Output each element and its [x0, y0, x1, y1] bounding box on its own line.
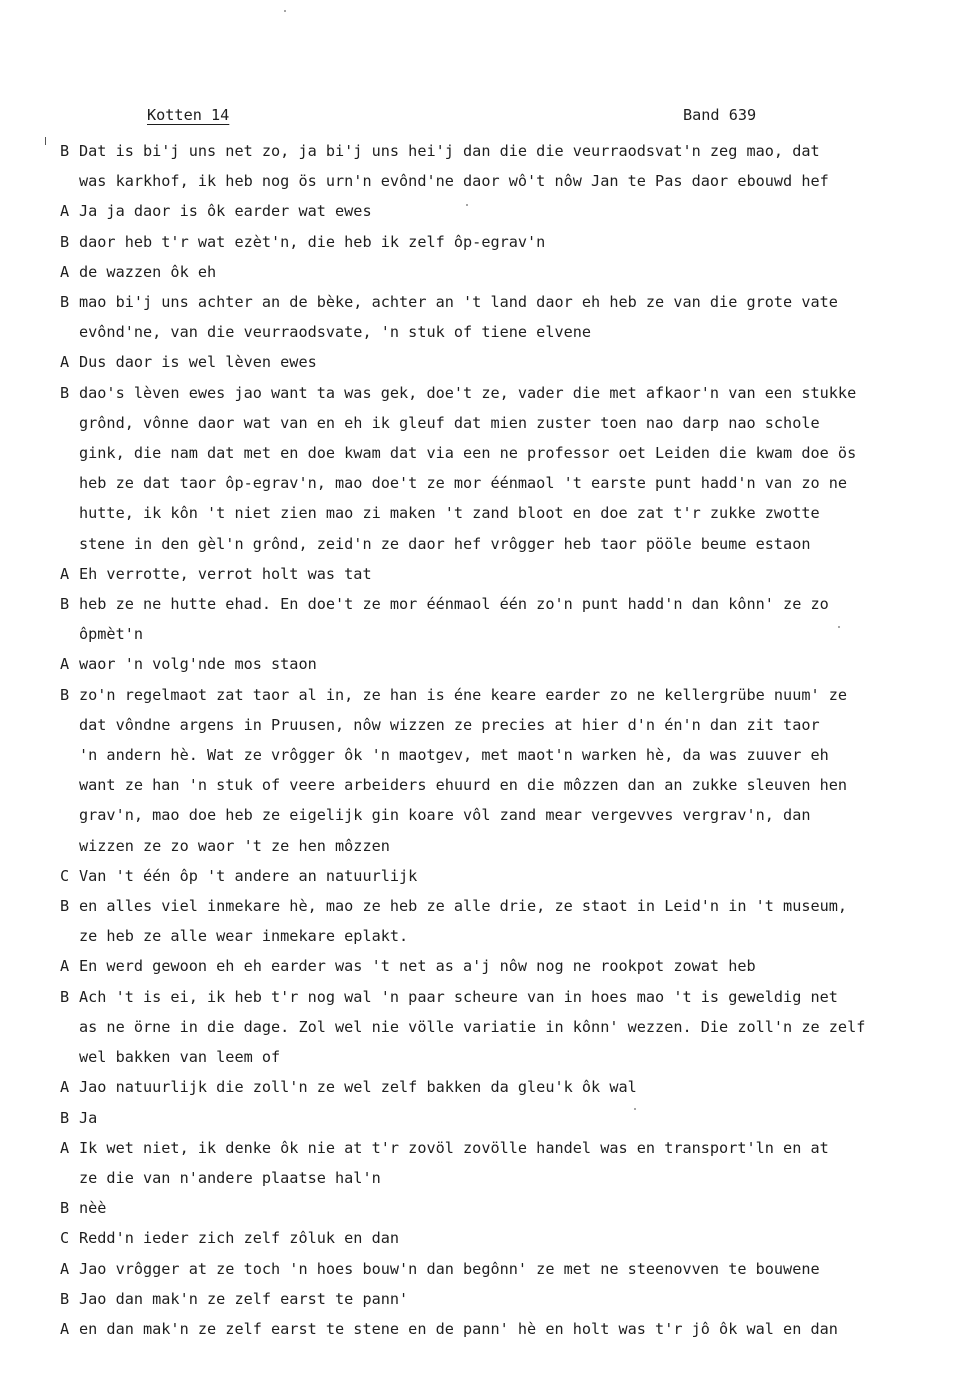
utterance-text — [79, 861, 965, 891]
transcript-turn — [60, 347, 965, 377]
utterance-line: heb ze dat taor ôp-egrav'n, mao doe't ze mor éénmaol 't earste punt hadd'n van zo ne — [79, 474, 848, 493]
utterance-text — [79, 1223, 965, 1253]
utterance-line: ze heb ze alle wear inmekare eplakt. — [79, 927, 409, 946]
utterance-line: En werd gewoon eh eh earder was 't net as a'j nôw nog ne rookpot zowat heb — [79, 957, 756, 976]
utterance-line: en alles viel inmekare hè, mao ze heb ze alle drie, ze staot in Leid'n in 't museum, — [79, 897, 848, 916]
speaker-label: B — [60, 1108, 70, 1127]
speaker-label: B — [60, 232, 70, 251]
utterance-line: heb ze ne hutte ehad. En doe't ze mor éénmaol één zo'n punt hadd'n dan kônn' ze zo — [79, 595, 829, 614]
utterance-text — [79, 559, 965, 589]
utterance-line: gink, die nam dat met en doe kwam dat via een ne professor oet Leiden die kwam doe ös — [79, 444, 857, 463]
utterance-text — [79, 1314, 965, 1344]
utterance-line: Ach 't is ei, ik heb t'r nog wal 'n paar scheure van in hoes mao 't is geweldig net — [79, 987, 838, 1006]
transcript-turn — [60, 891, 965, 951]
transcript-turn — [60, 1072, 965, 1102]
speaker-label: A — [60, 564, 70, 583]
transcript-turn — [60, 1314, 965, 1344]
margin-mark — [45, 137, 46, 145]
utterance-line: Van 't één ôp 't andere an natuurlijk — [79, 866, 418, 885]
transcript-turn — [60, 1284, 965, 1314]
utterance-line: Redd'n ieder zich zelf zôluk en dan — [79, 1229, 400, 1248]
page-header — [0, 106, 973, 130]
utterance-line: zo'n regelmaot zat taor al in, ze han is éne keare earder zo ne kellergrübe nuum' ze — [79, 685, 848, 704]
utterance-line: wizzen ze zo waor 't ze hen môzzen — [79, 836, 390, 855]
speaker-label: B — [60, 987, 70, 1006]
utterance-line: Ja ja daor is ôk earder wat ewes — [79, 202, 372, 221]
transcript-turn — [60, 951, 965, 981]
utterance-line: Ik wet niet, ik denke ôk nie at t'r zovöl zovölle handel was en transport'ln en at — [79, 1138, 829, 1157]
utterance-text — [79, 1103, 965, 1133]
header-interview-id: Kotten 14 — [147, 106, 230, 124]
speaker-label: A — [60, 353, 70, 372]
transcript-turn — [60, 136, 965, 196]
transcript-turn — [60, 649, 965, 679]
utterance-line: en dan mak'n ze zelf earst te stene en de pann' hè en holt was t'r jô ôk wal en dan — [79, 1319, 838, 1338]
transcript-turn — [60, 378, 965, 559]
speaker-label: B — [60, 1199, 70, 1218]
utterance-text — [79, 891, 965, 951]
utterance-line: as ne örne in die dage. Zol wel nie völle variatie in kônn' wezzen. Die zoll'n ze zelf — [79, 1017, 866, 1036]
speaker-label: A — [60, 1259, 70, 1278]
utterance-line: nèè — [79, 1199, 107, 1218]
utterance-line: dat vôndne argens in Pruusen, nôw wizzen ze precies at hier d'n én'n dan zit taor — [79, 715, 820, 734]
utterance-line: grônd, vônne daor wat van en eh ik gleuf dat mien zuster toen nao darp nao schole — [79, 413, 820, 432]
speaker-label: A — [60, 655, 70, 674]
utterance-line: Ja — [79, 1108, 98, 1127]
transcript-turn — [60, 287, 965, 347]
utterance-line: de wazzen ôk eh — [79, 262, 217, 281]
transcript-body — [60, 136, 965, 1344]
transcript-turn — [60, 1133, 965, 1193]
utterance-text — [79, 287, 965, 347]
utterance-line: Jao natuurlijk die zoll'n ze wel zelf bakken da gleu'k ôk wal — [79, 1078, 637, 1097]
speaker-label: C — [60, 1229, 70, 1248]
speaker-label: B — [60, 595, 70, 614]
speaker-label: B — [60, 293, 70, 312]
speaker-label: A — [60, 202, 70, 221]
utterance-text — [79, 136, 965, 196]
transcript-turn — [60, 196, 965, 226]
utterance-line: mao bi'j uns achter an de bèke, achter an 't land daor eh heb ze van die grote vate — [79, 293, 838, 312]
speaker-label: B — [60, 383, 70, 402]
speaker-label: A — [60, 1138, 70, 1157]
utterance-text — [79, 1284, 965, 1314]
utterance-line: Dus daor is wel lèven ewes — [79, 353, 317, 372]
utterance-line: want ze han 'n stuk of veere arbeiders ehuurd en die môzzen dan an zukke sleuven hen — [79, 776, 848, 795]
transcript-turn — [60, 257, 965, 287]
utterance-text — [79, 1193, 965, 1223]
transcript-turn — [60, 1254, 965, 1284]
utterance-text — [79, 378, 965, 559]
utterance-line: waor 'n volg'nde mos staon — [79, 655, 317, 674]
utterance-line: grav'n, mao doe heb ze eigelijk gin koare vôl zand mear vergevves vergrav'n, dan — [79, 806, 811, 825]
transcript-turn — [60, 559, 965, 589]
utterance-text — [79, 1133, 965, 1193]
speaker-label: B — [60, 897, 70, 916]
utterance-text — [79, 680, 965, 861]
utterance-line: hutte, ik kôn 't niet zien mao zi maken 't zand bloot en doe zat t'r zukke zwotte — [79, 504, 820, 523]
utterance-text — [79, 347, 965, 377]
utterance-line: Jao dan mak'n ze zelf earst te pann' — [79, 1289, 409, 1308]
speaker-label: A — [60, 957, 70, 976]
utterance-line: Eh verrotte, verrot holt was tat — [79, 564, 372, 583]
transcript-turn — [60, 1193, 965, 1223]
transcript-turn — [60, 861, 965, 891]
speaker-label: A — [60, 1078, 70, 1097]
utterance-text — [79, 951, 965, 981]
speaker-label: B — [60, 142, 70, 160]
utterance-line: was karkhof, ik heb nog ös urn'n evônd'ne daor wô't nôw Jan te Pas daor ebouwd hef — [79, 172, 829, 191]
utterance-text — [79, 589, 965, 649]
utterance-text — [79, 227, 965, 257]
utterance-text — [79, 649, 965, 679]
utterance-line: daor heb t'r wat ezèt'n, die heb ik zelf ôp-egrav'n — [79, 232, 546, 251]
utterance-line: Jao vrôgger at ze toch 'n hoes bouw'n dan begônn' ze met ne steenovven te bouwene — [79, 1259, 820, 1278]
speaker-label: A — [60, 262, 70, 281]
utterance-line: evônd'ne, van die veurraodsvate, 'n stuk of tiene elvene — [79, 323, 592, 342]
speaker-label: B — [60, 685, 70, 704]
utterance-line: wel bakken van leem of — [79, 1048, 281, 1067]
transcript-turn — [60, 227, 965, 257]
utterance-line: dao's lèven ewes jao want ta was gek, doe't ze, vader die met afkaor'n van een stukke — [79, 383, 857, 402]
transcript-turn — [60, 1223, 965, 1253]
utterance-line: ze die van n'andere plaatse hal'n — [79, 1168, 381, 1187]
speaker-label: C — [60, 866, 70, 885]
utterance-line: ôpmèt'n — [79, 625, 144, 644]
utterance-text — [79, 982, 965, 1073]
speaker-label: A — [60, 1319, 70, 1338]
utterance-line: 'n andern hè. Wat ze vrôgger ôk 'n maotgev, met maot'n warken hè, da was zuuver eh — [79, 746, 829, 765]
utterance-line: stene in den gèl'n grônd, zeid'n ze daor hef vrôgger heb taor pööle beume estaon — [79, 534, 811, 553]
paper-speck — [284, 10, 286, 12]
utterance-line: Dat is bi'j uns net zo, ja bi'j uns hei'j dan die die veurraodsvat'n zeg mao, dat — [79, 142, 820, 160]
utterance-text — [79, 196, 965, 226]
speaker-label: B — [60, 1289, 70, 1308]
transcript-turn — [60, 589, 965, 649]
utterance-text — [79, 257, 965, 287]
transcript-turn — [60, 680, 965, 861]
header-band-number: Band 639 — [683, 106, 757, 124]
transcript-turn — [60, 982, 965, 1073]
transcript-turn — [60, 1103, 965, 1133]
utterance-text — [79, 1072, 965, 1102]
utterance-text — [79, 1254, 965, 1284]
